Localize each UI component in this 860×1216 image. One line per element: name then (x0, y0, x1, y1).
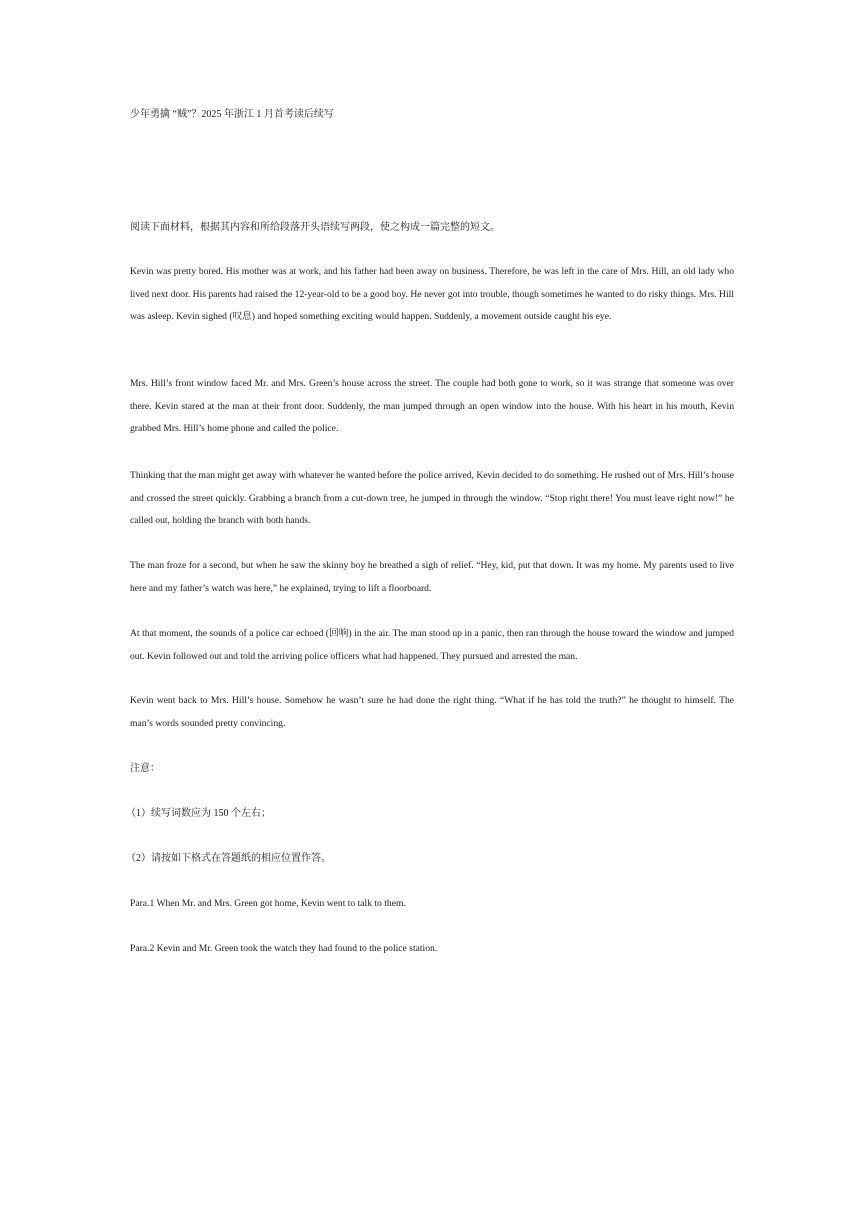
story-paragraph-1: Kevin was pretty bored. His mother was at work, and his father had been away on business. Therefore, he was left in the care of Mrs. Hill, an old lady who lived next door. His parents had raised the 12-year-old to be a good boy. He never got into trouble, though sometimes he wanted to do risky things. Mrs. Hill was asleep. Kevin sighed (叹息) and hoped something exciting would happen. Suddenly, a movement outside caught his eye. (130, 266, 734, 323)
story-paragraph-6: Kevin went back to Mrs. Hill’s house. Somehow he wasn’t sure he had done the right thing. “What if he has told the truth?” he thought to himself. The man’s words sounded pretty convincing. (130, 695, 734, 729)
story-paragraph-3: Thinking that the man might get away with whatever he wanted before the police arrived, Kevin decided to do something. He rushed out of Mrs. Hill’s house and crossed the street quickly. Grabbing a branch from a cut-down tree, he jumped in through the window. “Stop right there! You must leave right now!” he called out, holding the branch with both hands. (130, 470, 734, 527)
story-paragraph-4: The man froze for a second, but when he saw the skinny boy he breathed a sigh of relief. “Hey, kid, put that down. It was my home. My parents used to live here and my father’s watch was here,” he explained, trying to lift a floorboard. (130, 560, 734, 594)
task-instruction: 阅读下面材料，根据其内容和所给段落开头语续写两段，使之构成一篇完整的短文。 (130, 222, 500, 233)
note-label: 注意： (130, 763, 160, 774)
story-paragraph-2: Mrs. Hill’s front window faced Mr. and Mrs. Green’s house across the street. The couple had both gone to work, so it was strange that someone was over there. Kevin stared at the man at their front door. Suddenly, the man jumped through an open window into the house. With his heart in his mouth, Kevin grabbed Mrs. Hill’s home phone and called the police. (130, 378, 734, 435)
requirement-2: （2）请按如下格式在答题纸的相应位置作答。 (126, 853, 331, 864)
requirement-1: （1）续写词数应为 150 个左右； (126, 808, 271, 819)
para-starter-2: Para.2 Kevin and Mr. Green took the watch they had found to the police station. (130, 943, 438, 954)
story-paragraph-5: At that moment, the sounds of a police car echoed (回响) in the air. The man stood up in a panic, then ran through the house toward the window and jumped out. Kevin followed out and told the arriving police officers what had happened. They pursued and arrested the man. (130, 628, 734, 662)
document-title: 少年勇擒 “贼”？2025 年浙江 1 月首考读后续写 (130, 109, 334, 120)
para-starter-1: Para.1 When Mr. and Mrs. Green got home, Kevin went to talk to them. (130, 898, 406, 909)
